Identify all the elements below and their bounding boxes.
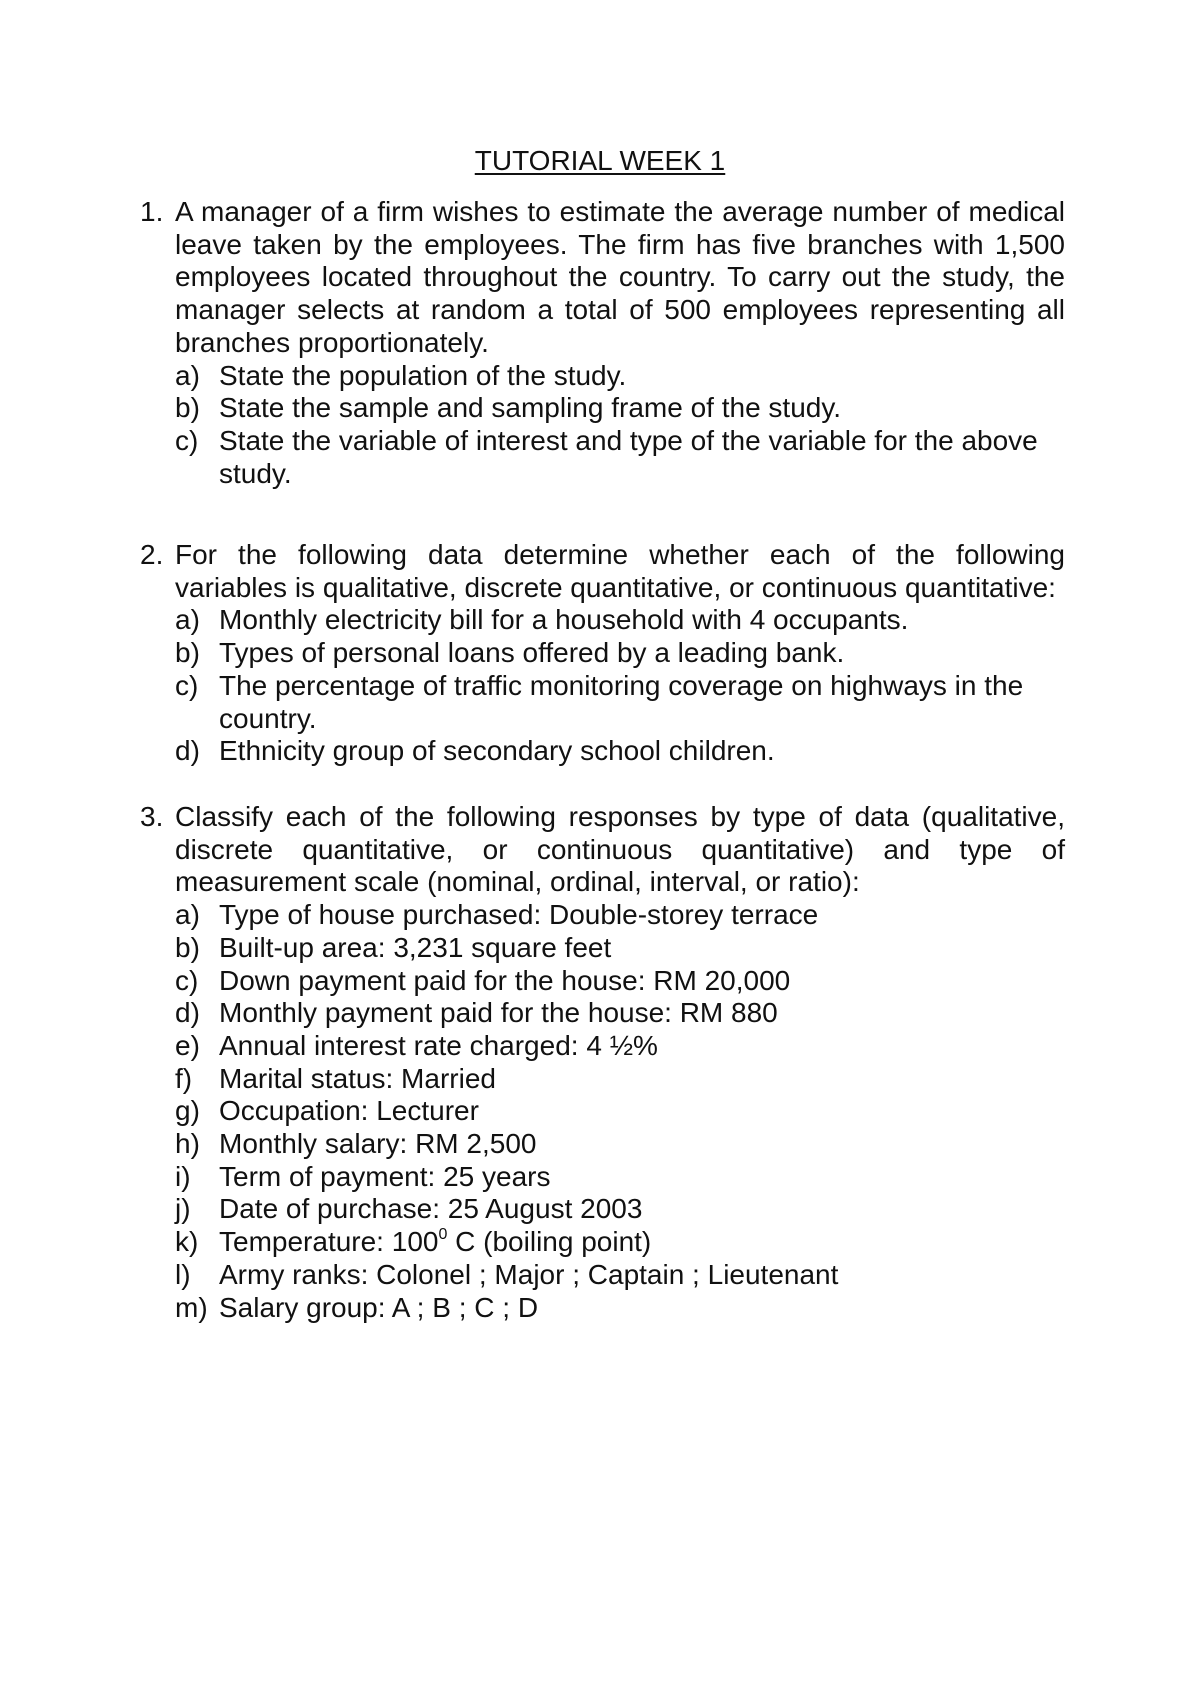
item-text: Army ranks: Colonel ; Major ; Captain ; Lieutenant bbox=[219, 1258, 839, 1290]
item-text: Types of personal loans offered by a leading bank. bbox=[219, 637, 845, 669]
item-label: m) bbox=[175, 1291, 208, 1323]
sub-item-list bbox=[140, 604, 1065, 768]
page-title: TUTORIAL WEEK 1 bbox=[474, 145, 726, 176]
item-text: Monthly electricity bill for a household with 4 occupants. bbox=[219, 604, 909, 636]
item-label: c) bbox=[175, 964, 199, 996]
item-label: l) bbox=[175, 1258, 191, 1290]
list-item bbox=[140, 1226, 1065, 1259]
item-label: b) bbox=[175, 637, 200, 669]
item-label: h) bbox=[175, 1128, 200, 1160]
item-text: Term of payment: 25 years bbox=[219, 1160, 551, 1192]
list-item bbox=[140, 670, 1065, 735]
item-text: Salary group: A ; B ; C ; D bbox=[219, 1291, 539, 1323]
item-label: f) bbox=[175, 1062, 193, 1094]
item-label: d) bbox=[175, 735, 200, 767]
list-item bbox=[140, 392, 1065, 425]
item-text: The percentage of traffic monitoring coverage on highways in the country. bbox=[219, 669, 1024, 734]
item-text: Ethnicity group of secondary school children. bbox=[219, 735, 775, 767]
item-label: e) bbox=[175, 1029, 200, 1061]
item-text: Down payment paid for the house: RM 20,000 bbox=[219, 964, 791, 996]
list-item bbox=[140, 899, 1065, 932]
item-text-after: C (boiling point) bbox=[447, 1226, 652, 1258]
list-item bbox=[140, 1128, 1065, 1161]
list-item bbox=[140, 997, 1065, 1030]
superscript-degree: 0 bbox=[438, 1225, 448, 1243]
item-text-before: Temperature: 100 bbox=[219, 1226, 439, 1258]
list-item bbox=[140, 425, 1065, 490]
item-text: Marital status: Married bbox=[219, 1062, 496, 1094]
list-item bbox=[140, 1292, 1065, 1325]
question-number: 3. bbox=[140, 801, 164, 832]
list-item bbox=[140, 1259, 1065, 1292]
question-1 bbox=[140, 196, 1065, 490]
item-text: State the sample and sampling frame of the study. bbox=[219, 392, 842, 424]
item-text: Monthly salary: RM 2,500 bbox=[219, 1128, 537, 1160]
item-label: a) bbox=[175, 604, 200, 636]
question-2 bbox=[140, 539, 1065, 768]
list-item bbox=[140, 637, 1065, 670]
item-label: b) bbox=[175, 931, 200, 963]
list-item bbox=[140, 932, 1065, 965]
question-text: For the following data determine whether each of the following variables is qualitative, discrete quantitative, or continuous quantitative: bbox=[175, 539, 1065, 603]
question-number: 1. bbox=[140, 196, 164, 227]
question-number: 2. bbox=[140, 539, 164, 570]
list-item bbox=[140, 1063, 1065, 1096]
item-text: State the variable of interest and type of the variable for the above study. bbox=[219, 424, 1038, 489]
question-text: Classify each of the following responses by type of data (qualitative, discrete quantitative, or continuous quantitative) and type of measurement scale (nominal, ordinal, interval, or ratio): bbox=[175, 801, 1065, 898]
question-text: A manager of a firm wishes to estimate the average number of medical leave taken by the employees. The firm has five branches with 1,500 employees located throughout the country. To carry out the study, the manager selects at random a total of 500 employees representing all branches proportionately. bbox=[175, 196, 1065, 358]
item-text: Date of purchase: 25 August 2003 bbox=[219, 1193, 643, 1225]
item-text bbox=[219, 1226, 651, 1257]
item-text: Type of house purchased: Double-storey terrace bbox=[219, 899, 819, 931]
item-label: a) bbox=[175, 359, 200, 391]
item-text: Annual interest rate charged: 4 ½% bbox=[219, 1029, 658, 1061]
list-item bbox=[140, 1193, 1065, 1226]
question-3 bbox=[140, 801, 1065, 1324]
sub-item-list bbox=[140, 360, 1065, 491]
list-item bbox=[140, 360, 1065, 393]
list-item bbox=[140, 1095, 1065, 1128]
item-label: g) bbox=[175, 1095, 200, 1127]
item-label: k) bbox=[175, 1226, 199, 1258]
item-label: d) bbox=[175, 997, 200, 1029]
list-item bbox=[140, 965, 1065, 998]
item-label: j) bbox=[175, 1193, 191, 1225]
item-text: Occupation: Lecturer bbox=[219, 1095, 479, 1127]
item-label: a) bbox=[175, 899, 200, 931]
list-item bbox=[140, 1161, 1065, 1194]
item-text: Monthly payment paid for the house: RM 880 bbox=[219, 997, 778, 1029]
list-item bbox=[140, 604, 1065, 637]
sub-item-list bbox=[140, 899, 1065, 1324]
item-label: c) bbox=[175, 669, 199, 701]
item-text: State the population of the study. bbox=[219, 359, 627, 391]
list-item bbox=[140, 735, 1065, 768]
list-item bbox=[140, 1030, 1065, 1063]
item-text: Built-up area: 3,231 square feet bbox=[219, 931, 612, 963]
item-label: b) bbox=[175, 392, 200, 424]
item-label: i) bbox=[175, 1160, 191, 1192]
item-label: c) bbox=[175, 424, 199, 456]
